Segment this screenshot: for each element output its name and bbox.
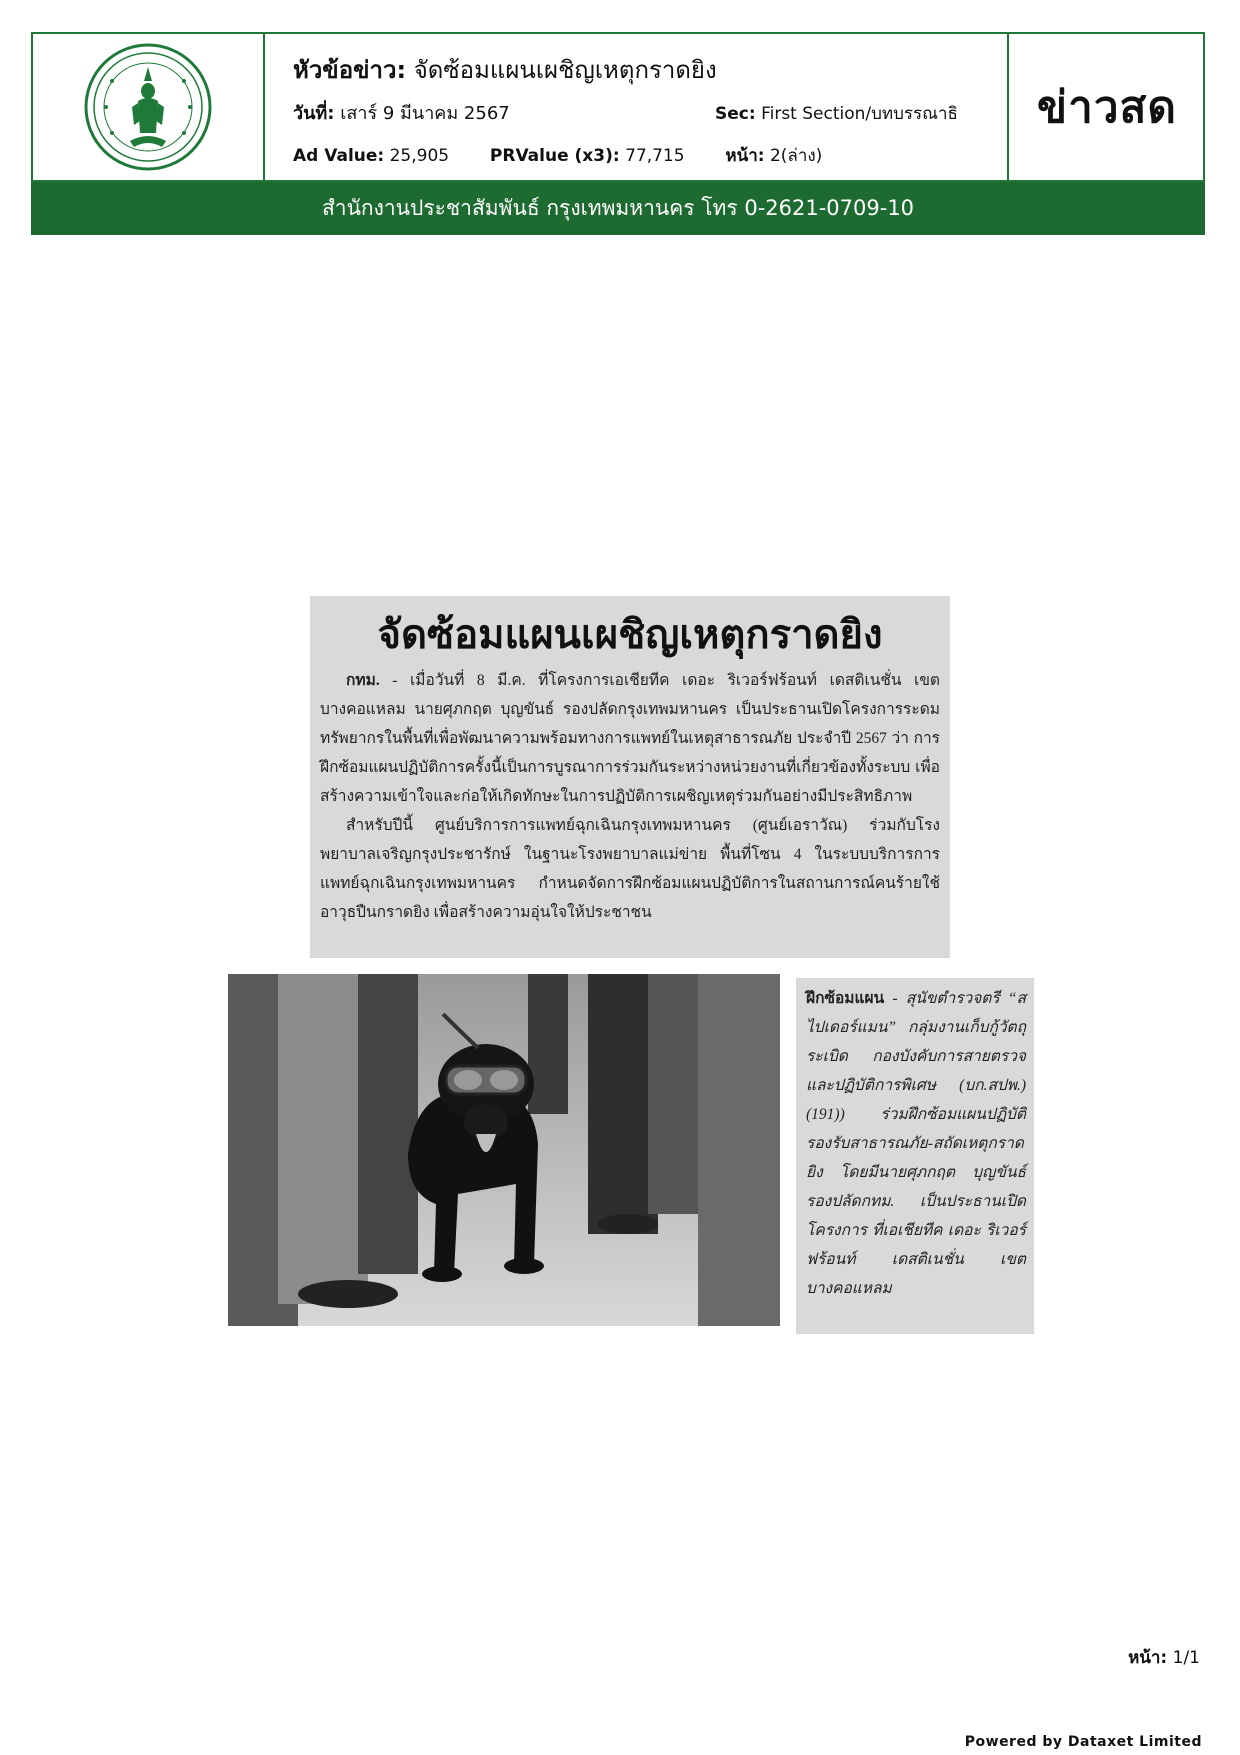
- page-number: [1128, 1644, 1200, 1671]
- bangkok-seal-icon: [82, 41, 214, 173]
- powered-by: Powered by Dataxet Limited: [964, 1734, 1202, 1750]
- title-label: หัวข้อข่าว:: [293, 56, 407, 84]
- contact-banner: สำนักงานประชาสัมพันธ์ กรุงเทพมหานคร โทร 0-2621-0709-10: [31, 182, 1205, 235]
- ad-value-label: Ad Value:: [293, 146, 385, 166]
- page-value: 2(ล่าง): [769, 146, 823, 166]
- pr-value: 77,715: [625, 146, 685, 166]
- caption-lead: ฝึกซ้อมแผน: [806, 990, 885, 1007]
- date-label: วันที่:: [293, 103, 335, 124]
- article-headline: จัดซ้อมแผนเผชิญเหตุกราดยิง: [377, 611, 883, 658]
- info-cell: [265, 34, 1005, 180]
- values-row: [293, 142, 822, 169]
- article-paragraph-2: สำหรับปีนี้ ศูนย์บริการการแพทย์ฉุกเฉินกรุงเทพมหานคร (ศูนย์เอราวัณ) ร่วมกับโรงพยาบาลเจริญกรุงประชารักษ์ ในฐานะโรงพยาบาลแม่ข่าย พื้นที่โซน 4 ในระบบบริการการแพทย์ฉุกเฉินกรุงเทพมหานคร กำหนดจัดการฝึกซ้อมแผนปฏิบัติการในสถานการณ์คนร้ายใช้อาวุธปืนกราดยิง เพื่อสร้างความอุ่นใจให้ประชาชน: [320, 817, 940, 921]
- section-row: [715, 100, 958, 127]
- date-row: [293, 98, 510, 127]
- page-number-label: หน้า:: [1128, 1648, 1168, 1668]
- article-para1-text: - เมื่อวันที่ 8 มี.ค. ที่โครงการเอเชียทีค เดอะ ริเวอร์ฟร้อนท์ เดสติเนชั่น เขตบางคอแหลม นายศุภกฤต บุญขันธ์ รองปลัดกรุงเทพมหานคร เป็นประธานเปิดโครงการระดมทรัพยากรในพื้นที่เพื่อพัฒนาความพร้อมทางการแพทย์ในเหตุสาธารณภัย ประจำปี 2567 ว่า การฝึกซ้อมแผนปฏิบัติการครั้งนี้เป็นการบูรณาการร่วมกันระหว่างหน่วยงานที่เกี่ยวข้องทั้งระบบ เพื่อสร้างความเข้าใจและก่อให้เกิดทักษะในการปฏิบัติการเผชิญเหตุร่วมกันอย่างมีประสิทธิภาพ: [320, 672, 940, 805]
- caption-text: [806, 984, 1026, 1303]
- news-type-cell: [1007, 34, 1205, 180]
- title-value: จัดซ้อมแผนเผชิญเหตุกราดยิง: [413, 56, 717, 84]
- page-label: หน้า:: [725, 146, 765, 166]
- sec-label: Sec:: [715, 104, 756, 124]
- page-number-value: 1/1: [1172, 1648, 1200, 1668]
- news-photo: [228, 974, 780, 1326]
- photo-caption: [796, 978, 1034, 1334]
- sec-value: First Section/บทบรรณาธิ: [761, 104, 958, 124]
- article-paragraph-1: [320, 666, 940, 811]
- police-dog-photo-icon: [228, 974, 780, 1326]
- pr-value-label: PRValue (x3):: [489, 146, 620, 166]
- article-lead: กทม.: [346, 672, 380, 689]
- article-clipping: [310, 596, 950, 958]
- caption-body: - สุนัขตำรวจตรี “สไปเดอร์แมน” กลุ่มงานเก็บกู้วัตถุระเบิด กองบังคับการสายตรวจและปฏิบัติการพิเศษ (บก.สปพ.) (191)) ร่วมฝึกซ้อมแผนปฏิบัติรองรับสาธารณภัย-สถัดเหตุกราดยิง โดยมีนายศุภกฤต บุญขันธ์ รองปลัดกทม. เป็นประธานเปิดโครงการ ที่เอเชียทีค เดอะ ริเวอร์ฟร้อนท์ เดสติเนชั่น เขตบางคอแหลม: [806, 990, 1026, 1297]
- logo-cell: [33, 34, 265, 180]
- article-body: [320, 666, 940, 927]
- clipping-header: [31, 32, 1205, 182]
- news-type-label: ข่าวสด: [1037, 82, 1177, 133]
- date-value: เสาร์ 9 มีนาคม 2567: [340, 103, 510, 124]
- headline-row: [293, 50, 717, 89]
- ad-value: 25,905: [389, 146, 450, 166]
